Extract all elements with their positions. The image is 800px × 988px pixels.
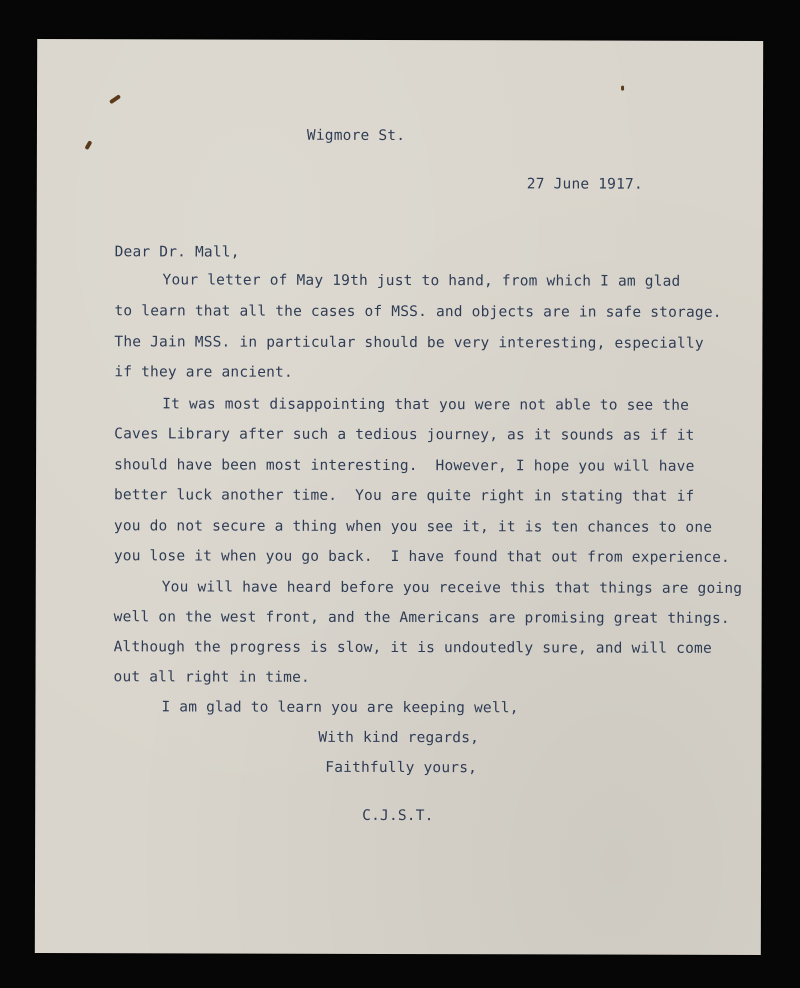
letter-text: [36, 39, 743, 825]
body-line: out all right in time.: [113, 669, 311, 686]
body-line: The Jain MSS. in particular should be very interesting, especially: [114, 334, 704, 352]
closing-sign-off: Faithfully yours,: [325, 759, 478, 777]
date: 27 June 1917.: [526, 176, 643, 193]
body-line: should have been most interesting. However, I hope you will have: [114, 457, 695, 475]
address: Wigmore St.: [306, 127, 406, 145]
body-line: I am glad to learn you are keeping well,: [161, 699, 519, 717]
salutation: Dear Dr. Mall,: [114, 244, 240, 261]
body-line: you lose it when you go back. I have found that out from experience.: [113, 548, 731, 566]
body-line: you do not secure a thing when you see it, it is ten chances to one: [113, 518, 713, 536]
body-line: Your letter of May 19th just to hand, from which I am glad: [162, 272, 681, 290]
body-line: to learn that all the cases of MSS. and objects are in safe storage.: [114, 303, 722, 321]
signature-initials: C.J.S.T.: [362, 807, 434, 825]
body-line: if they are ancient.: [114, 364, 293, 381]
closing-regards: With kind regards,: [318, 729, 480, 747]
body-line: It was most disappointing that you were not able to see the: [162, 396, 690, 414]
body-line: Although the progress is slow, it is undoutedly sure, and will come: [113, 639, 712, 657]
stain-mark: [621, 86, 624, 91]
body-line: well on the west front, and the Americans are promising great things.: [113, 609, 730, 627]
body-line: better luck another time. You are quite right in stating that if: [113, 487, 695, 505]
body-line: You will have heard before you receive this that things are going: [161, 579, 743, 597]
letter-page: [35, 39, 763, 955]
stain-mark: [109, 94, 121, 104]
body-line: Caves Library after such a tedious journey, as it sounds as if it: [114, 426, 695, 444]
